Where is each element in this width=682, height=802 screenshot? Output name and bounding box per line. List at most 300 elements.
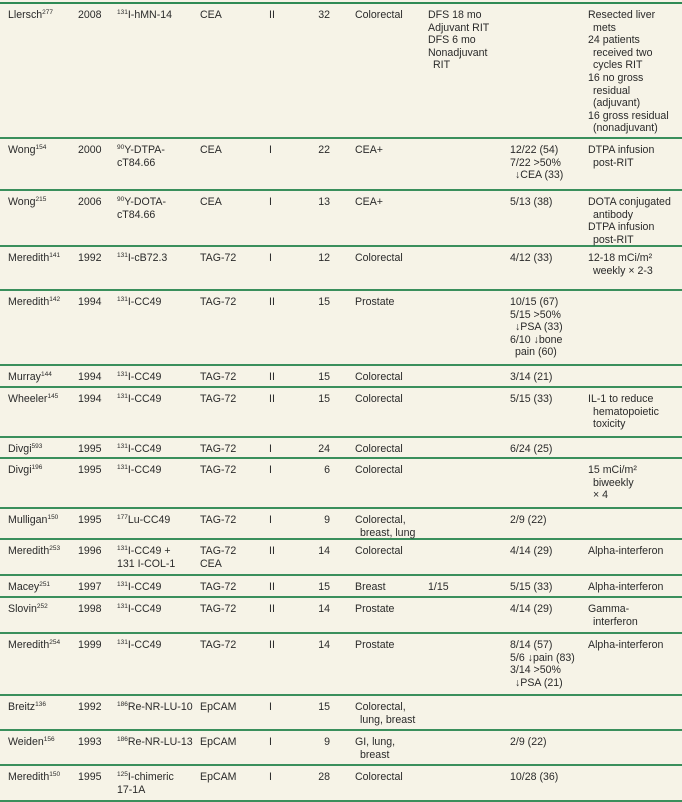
author-name: Llersch bbox=[8, 9, 43, 21]
year-cell: 2006 bbox=[78, 196, 102, 208]
phase-cell: II bbox=[269, 393, 275, 405]
table-row bbox=[0, 576, 682, 598]
cell-line: 4/12 (33) bbox=[510, 252, 553, 264]
response-cell bbox=[510, 514, 547, 527]
phase-cell: II bbox=[269, 639, 275, 651]
comments-cell bbox=[588, 545, 663, 558]
patients-cell: 15 bbox=[318, 581, 330, 593]
antigen-line: TAG-72 bbox=[200, 443, 237, 455]
phase-cell: II bbox=[269, 296, 275, 308]
antigen-cell bbox=[200, 701, 237, 714]
agent-text: I-CC49 bbox=[127, 371, 162, 383]
antigen-line: TAG-72 bbox=[200, 393, 237, 405]
cell-line: hematopoietic bbox=[593, 405, 659, 418]
patients-cell: 15 bbox=[318, 701, 330, 713]
author-cell bbox=[8, 701, 46, 714]
antigen-line: TAG-72 bbox=[200, 581, 237, 593]
cell-line: 2/9 (22) bbox=[510, 514, 547, 526]
agent-line bbox=[117, 701, 193, 714]
author-cell bbox=[8, 545, 60, 558]
disease-cell bbox=[355, 603, 394, 616]
agent-line bbox=[117, 252, 167, 265]
antigen-cell bbox=[200, 639, 236, 652]
author-name: Meredith bbox=[8, 252, 50, 264]
disease-cell bbox=[355, 9, 403, 22]
author-name: Wong bbox=[8, 196, 36, 208]
disease-line: Breast bbox=[355, 581, 386, 593]
reference-number: 142 bbox=[49, 296, 61, 303]
disease-line: CEA+ bbox=[355, 144, 383, 156]
author-name: Divgi bbox=[8, 464, 32, 476]
comments-cell bbox=[588, 464, 637, 502]
agent-text: 17-1A bbox=[117, 783, 146, 796]
table-row bbox=[0, 247, 682, 291]
cell-line: 6/24 (25) bbox=[510, 443, 553, 455]
disease-line: Prostate bbox=[355, 296, 395, 308]
author-cell bbox=[8, 514, 58, 527]
agent-line bbox=[117, 603, 161, 616]
table-row bbox=[0, 139, 682, 191]
disease-line: Colorectal bbox=[355, 393, 403, 405]
cell-line: DTPA infusion bbox=[588, 221, 655, 234]
antigen-cell bbox=[200, 581, 236, 594]
cell-line: Adjuvant RIT bbox=[428, 21, 490, 34]
cell-line: DOTA conjugated bbox=[588, 196, 671, 208]
agent-line bbox=[117, 581, 161, 594]
agent-line bbox=[117, 639, 161, 652]
isotope-mass: 131 bbox=[117, 9, 128, 16]
agent-text: 131 I-COL-1 bbox=[117, 557, 176, 570]
response-cell bbox=[510, 545, 552, 558]
antigen-cell bbox=[200, 144, 222, 157]
antigen-cell bbox=[200, 393, 236, 406]
isotope-mass: 131 bbox=[117, 464, 128, 471]
author-cell bbox=[8, 443, 42, 456]
agent-line bbox=[117, 144, 165, 157]
phase-cell: II bbox=[269, 545, 275, 557]
year-cell: 1995 bbox=[78, 464, 102, 476]
author-cell bbox=[8, 371, 52, 384]
comments-cell bbox=[588, 196, 671, 246]
isotope-mass: 131 bbox=[117, 443, 128, 450]
disease-cell bbox=[355, 196, 383, 209]
isotope-mass: 131 bbox=[117, 252, 128, 259]
year-cell: 1992 bbox=[78, 252, 102, 264]
author-cell bbox=[8, 144, 46, 157]
patients-cell: 12 bbox=[318, 252, 330, 264]
reference-number: 156 bbox=[43, 736, 55, 743]
cell-line: 5/13 (38) bbox=[510, 196, 553, 208]
phase-cell: I bbox=[269, 736, 272, 748]
cell-line: post-RIT bbox=[593, 156, 634, 169]
disease-line: Colorectal bbox=[355, 252, 403, 264]
cell-line: DTPA infusion bbox=[588, 144, 655, 156]
response-cell bbox=[510, 443, 552, 456]
year-cell: 1995 bbox=[78, 443, 102, 455]
table-row bbox=[0, 731, 682, 766]
agent-line bbox=[117, 464, 161, 477]
disease-cell bbox=[355, 371, 403, 384]
disease-line: Prostate bbox=[355, 639, 395, 651]
disease-cell bbox=[355, 393, 403, 406]
author-cell bbox=[8, 196, 46, 209]
agent-line bbox=[117, 371, 161, 384]
table-row bbox=[0, 696, 682, 731]
author-cell bbox=[8, 393, 58, 406]
comments-cell bbox=[588, 252, 653, 277]
cell-line: × 4 bbox=[593, 489, 609, 502]
disease-cell bbox=[355, 771, 403, 784]
reference-number: 251 bbox=[39, 581, 51, 588]
cell-line: 16 gross residual bbox=[588, 109, 669, 122]
agent-line bbox=[117, 9, 172, 22]
reference-number: 150 bbox=[47, 514, 59, 521]
antigen-line: CEA bbox=[200, 196, 222, 208]
agent-cell bbox=[117, 639, 161, 652]
agent-text: Y-DTPA- bbox=[124, 144, 165, 156]
cell-line: 4/14 (29) bbox=[510, 545, 553, 557]
response-cell bbox=[510, 196, 552, 209]
cell-line: Alpha-interferon bbox=[588, 545, 664, 557]
patients-cell: 14 bbox=[318, 603, 330, 615]
year-cell: 1996 bbox=[78, 545, 102, 557]
cell-line: 5/6 ↓pain (83) bbox=[510, 651, 575, 664]
patients-cell: 14 bbox=[318, 545, 330, 557]
author-cell bbox=[8, 603, 48, 616]
author-cell bbox=[8, 9, 53, 22]
reference-number: 196 bbox=[31, 464, 43, 471]
antigen-cell bbox=[200, 296, 236, 309]
comments-cell bbox=[588, 144, 654, 169]
reference-number: 150 bbox=[49, 771, 61, 778]
cell-line: 12/22 (54) bbox=[510, 144, 559, 156]
reference-number: 253 bbox=[49, 545, 61, 552]
author-name: Mulligan bbox=[8, 514, 48, 526]
patients-cell: 6 bbox=[324, 464, 330, 476]
comments-cell bbox=[588, 9, 669, 135]
isotope-mass: 177 bbox=[117, 514, 128, 521]
isotope-mass: 90 bbox=[117, 196, 125, 203]
table-row bbox=[0, 366, 682, 388]
cell-line: Alpha-interferon bbox=[588, 639, 664, 651]
antigen-line: TAG-72 bbox=[200, 639, 237, 651]
comments-cell bbox=[588, 393, 659, 431]
cell-line: (nonadjuvant) bbox=[593, 122, 658, 135]
table-row bbox=[0, 598, 682, 634]
cell-line: 3/14 >50% bbox=[510, 664, 561, 677]
phase-cell: I bbox=[269, 771, 272, 783]
table-row bbox=[0, 634, 682, 696]
isotope-mass: 186 bbox=[117, 701, 128, 708]
comments-cell bbox=[588, 639, 663, 652]
patients-cell: 32 bbox=[318, 9, 330, 21]
reference-number: 154 bbox=[35, 144, 47, 151]
phase-cell: I bbox=[269, 514, 272, 526]
response-cell bbox=[510, 296, 563, 359]
response-cell bbox=[510, 144, 563, 182]
cell-line: Alpha-interferon bbox=[588, 581, 664, 593]
reference-number: 141 bbox=[49, 252, 61, 259]
patients-cell: 22 bbox=[318, 144, 330, 156]
cell-line: 5/15 >50% bbox=[510, 308, 561, 321]
cell-line: 4/14 (29) bbox=[510, 603, 553, 615]
disease-cell bbox=[355, 736, 395, 761]
cell-line: 10/15 (67) bbox=[510, 296, 559, 308]
agent-text: I-CC49 bbox=[127, 581, 162, 593]
year-cell: 1994 bbox=[78, 296, 102, 308]
reference-number: 136 bbox=[35, 701, 46, 708]
antigen-cell bbox=[200, 443, 236, 456]
agent-cell bbox=[117, 393, 161, 406]
reference-number: 144 bbox=[40, 371, 52, 378]
phase-cell: I bbox=[269, 701, 272, 713]
isotope-mass: 125 bbox=[117, 771, 128, 778]
phase-cell: II bbox=[269, 9, 275, 21]
year-cell: 1994 bbox=[78, 393, 102, 405]
reference-number: 254 bbox=[49, 639, 61, 646]
agent-text: I-cB72.3 bbox=[127, 252, 168, 264]
author-cell bbox=[8, 296, 60, 309]
cell-line: mets bbox=[593, 21, 616, 34]
disease-cell bbox=[355, 514, 415, 539]
table-row bbox=[0, 291, 682, 366]
agent-text: I-CC49 bbox=[127, 639, 162, 651]
disease-cell bbox=[355, 296, 394, 309]
author-cell bbox=[8, 581, 50, 594]
table-row bbox=[0, 766, 682, 802]
comments-cell bbox=[588, 581, 663, 594]
reference-number: 145 bbox=[47, 393, 59, 400]
agent-cell bbox=[117, 603, 161, 616]
cell-line: 5/15 (33) bbox=[510, 581, 553, 593]
cell-line: 2/9 (22) bbox=[510, 736, 547, 748]
disease-line: Colorectal bbox=[355, 9, 403, 21]
survival-cell bbox=[428, 581, 449, 594]
cell-line: Gamma- bbox=[588, 603, 630, 615]
antigen-cell bbox=[200, 771, 237, 784]
response-cell bbox=[510, 393, 552, 406]
patients-cell: 28 bbox=[318, 771, 330, 783]
agent-text: I-CC49 bbox=[127, 296, 162, 308]
author-name: Meredith bbox=[8, 296, 50, 308]
phase-cell: I bbox=[269, 252, 272, 264]
disease-cell bbox=[355, 443, 403, 456]
antigen-cell bbox=[200, 9, 222, 22]
agent-text: Lu-CC49 bbox=[127, 514, 171, 526]
cell-line: cycles RIT bbox=[593, 59, 643, 72]
agent-line bbox=[117, 736, 193, 749]
phase-cell: II bbox=[269, 581, 275, 593]
reference-number: 277 bbox=[42, 9, 54, 16]
phase-cell: I bbox=[269, 443, 272, 455]
isotope-mass: 90 bbox=[117, 144, 125, 151]
phase-cell: I bbox=[269, 144, 272, 156]
agent-text: I-CC49 + bbox=[127, 545, 171, 557]
isotope-mass: 131 bbox=[117, 296, 128, 303]
antigen-line: TAG-72 bbox=[200, 296, 237, 308]
cell-line: antibody bbox=[593, 208, 634, 221]
agent-cell bbox=[117, 464, 161, 477]
disease-line: CEA+ bbox=[355, 196, 383, 208]
isotope-mass: 131 bbox=[117, 371, 128, 378]
author-name: Wong bbox=[8, 144, 36, 156]
agent-line bbox=[117, 784, 174, 797]
disease-line: Colorectal, bbox=[355, 701, 406, 713]
reference-number: 215 bbox=[35, 196, 47, 203]
cell-line: toxicity bbox=[593, 418, 626, 431]
disease-cell bbox=[355, 252, 403, 265]
year-cell: 1999 bbox=[78, 639, 102, 651]
phase-cell: I bbox=[269, 464, 272, 476]
cell-line: residual bbox=[593, 84, 631, 97]
agent-cell bbox=[117, 545, 175, 570]
cell-line: Resected liver bbox=[588, 9, 656, 21]
reference-number: 593 bbox=[31, 443, 43, 450]
antigen-line: TAG-72 bbox=[200, 514, 237, 526]
cell-line: interferon bbox=[593, 615, 638, 628]
antigen-line: EpCAM bbox=[200, 771, 237, 783]
year-cell: 2008 bbox=[78, 9, 102, 21]
agent-line bbox=[117, 157, 165, 170]
cell-line: RIT bbox=[433, 59, 451, 72]
year-cell: 1995 bbox=[78, 771, 102, 783]
patients-cell: 13 bbox=[318, 196, 330, 208]
agent-line bbox=[117, 196, 166, 209]
cell-line: post-RIT bbox=[593, 233, 634, 246]
cell-line: 6/10 ↓bone bbox=[510, 333, 563, 346]
response-cell bbox=[510, 252, 552, 265]
agent-text: cT84.66 bbox=[117, 208, 156, 221]
disease-line: Colorectal bbox=[355, 443, 403, 455]
author-name: Divgi bbox=[8, 443, 32, 455]
reference-number: 252 bbox=[36, 603, 48, 610]
patients-cell: 15 bbox=[318, 371, 330, 383]
phase-cell: I bbox=[269, 196, 272, 208]
agent-cell bbox=[117, 443, 161, 456]
author-cell bbox=[8, 771, 60, 784]
antigen-line: CEA bbox=[200, 557, 222, 570]
patients-cell: 9 bbox=[324, 736, 330, 748]
author-name: Weiden bbox=[8, 736, 44, 748]
disease-cell bbox=[355, 639, 394, 652]
cell-line: 5/15 (33) bbox=[510, 393, 553, 405]
cell-line: ↓PSA (33) bbox=[515, 321, 563, 334]
agent-text: Re-NR-LU-13 bbox=[127, 736, 193, 748]
disease-line: breast, lung bbox=[360, 526, 416, 539]
cell-line: 12-18 mCi/m² bbox=[588, 252, 653, 264]
agent-line bbox=[117, 771, 174, 784]
cell-line: 15 mCi/m² bbox=[588, 464, 637, 476]
author-name: Macey bbox=[8, 581, 40, 593]
response-cell bbox=[510, 581, 552, 594]
isotope-mass: 131 bbox=[117, 603, 128, 610]
cell-line: 1/15 bbox=[428, 581, 449, 593]
agent-cell bbox=[117, 371, 161, 384]
antigen-cell bbox=[200, 252, 236, 265]
agent-text: I-CC49 bbox=[127, 393, 162, 405]
table-row bbox=[0, 509, 682, 540]
table-row bbox=[0, 438, 682, 459]
year-cell: 1998 bbox=[78, 603, 102, 615]
cell-line: 24 patients bbox=[588, 34, 640, 47]
patients-cell: 24 bbox=[318, 443, 330, 455]
antigen-cell bbox=[200, 196, 222, 209]
agent-line bbox=[117, 514, 170, 527]
antigen-cell bbox=[200, 371, 236, 384]
cell-line: weekly × 2-3 bbox=[593, 264, 653, 277]
author-name: Wheeler bbox=[8, 393, 48, 405]
agent-text: Re-NR-LU-10 bbox=[127, 701, 193, 713]
antigen-line: TAG-72 bbox=[200, 464, 237, 476]
year-cell: 1994 bbox=[78, 371, 102, 383]
agent-cell bbox=[117, 252, 167, 265]
table-row bbox=[0, 4, 682, 139]
table-row bbox=[0, 459, 682, 509]
author-cell bbox=[8, 252, 60, 265]
year-cell: 1993 bbox=[78, 736, 102, 748]
antigen-line: CEA bbox=[200, 9, 222, 21]
antigen-cell bbox=[200, 514, 236, 527]
year-cell: 1997 bbox=[78, 581, 102, 593]
disease-line: Prostate bbox=[355, 603, 395, 615]
isotope-mass: 131 bbox=[117, 639, 128, 646]
author-name: Meredith bbox=[8, 771, 50, 783]
agent-text: I-CC49 bbox=[127, 443, 162, 455]
survival-cell bbox=[428, 9, 489, 72]
disease-cell bbox=[355, 464, 403, 477]
antigen-line: EpCAM bbox=[200, 736, 237, 748]
antigen-cell bbox=[200, 603, 236, 616]
patients-cell: 15 bbox=[318, 296, 330, 308]
author-name: Meredith bbox=[8, 639, 50, 651]
agent-line bbox=[117, 443, 161, 456]
agent-cell bbox=[117, 581, 161, 594]
disease-line: Colorectal, bbox=[355, 514, 406, 526]
disease-line: breast bbox=[360, 748, 390, 761]
clinical-trials-table bbox=[0, 2, 682, 802]
isotope-mass: 131 bbox=[117, 581, 128, 588]
agent-cell bbox=[117, 196, 166, 221]
antigen-line: TAG-72 bbox=[200, 545, 237, 557]
disease-cell bbox=[355, 581, 386, 594]
cell-line: 7/22 >50% bbox=[510, 156, 561, 169]
year-cell: 1992 bbox=[78, 701, 102, 713]
table-row bbox=[0, 191, 682, 247]
year-cell: 2000 bbox=[78, 144, 102, 156]
cell-line: 3/14 (21) bbox=[510, 371, 553, 383]
cell-line: DFS 18 mo bbox=[428, 9, 482, 21]
cell-line: (adjuvant) bbox=[593, 97, 641, 110]
agent-text: Y-DOTA- bbox=[124, 196, 167, 208]
antigen-line: EpCAM bbox=[200, 701, 237, 713]
cell-line: DFS 6 mo bbox=[428, 34, 476, 47]
disease-line: Colorectal bbox=[355, 545, 403, 557]
agent-cell bbox=[117, 701, 193, 714]
disease-cell bbox=[355, 701, 415, 726]
agent-line bbox=[117, 393, 161, 406]
antigen-line: TAG-72 bbox=[200, 371, 237, 383]
patients-cell: 15 bbox=[318, 393, 330, 405]
cell-line: ↓CEA (33) bbox=[515, 169, 564, 182]
disease-line: GI, lung, bbox=[355, 736, 396, 748]
agent-text: I-hMN-14 bbox=[127, 9, 173, 21]
year-cell: 1995 bbox=[78, 514, 102, 526]
antigen-line: TAG-72 bbox=[200, 603, 237, 615]
agent-cell bbox=[117, 771, 174, 796]
cell-line: pain (60) bbox=[515, 346, 557, 359]
response-cell bbox=[510, 603, 552, 616]
author-cell bbox=[8, 464, 42, 477]
